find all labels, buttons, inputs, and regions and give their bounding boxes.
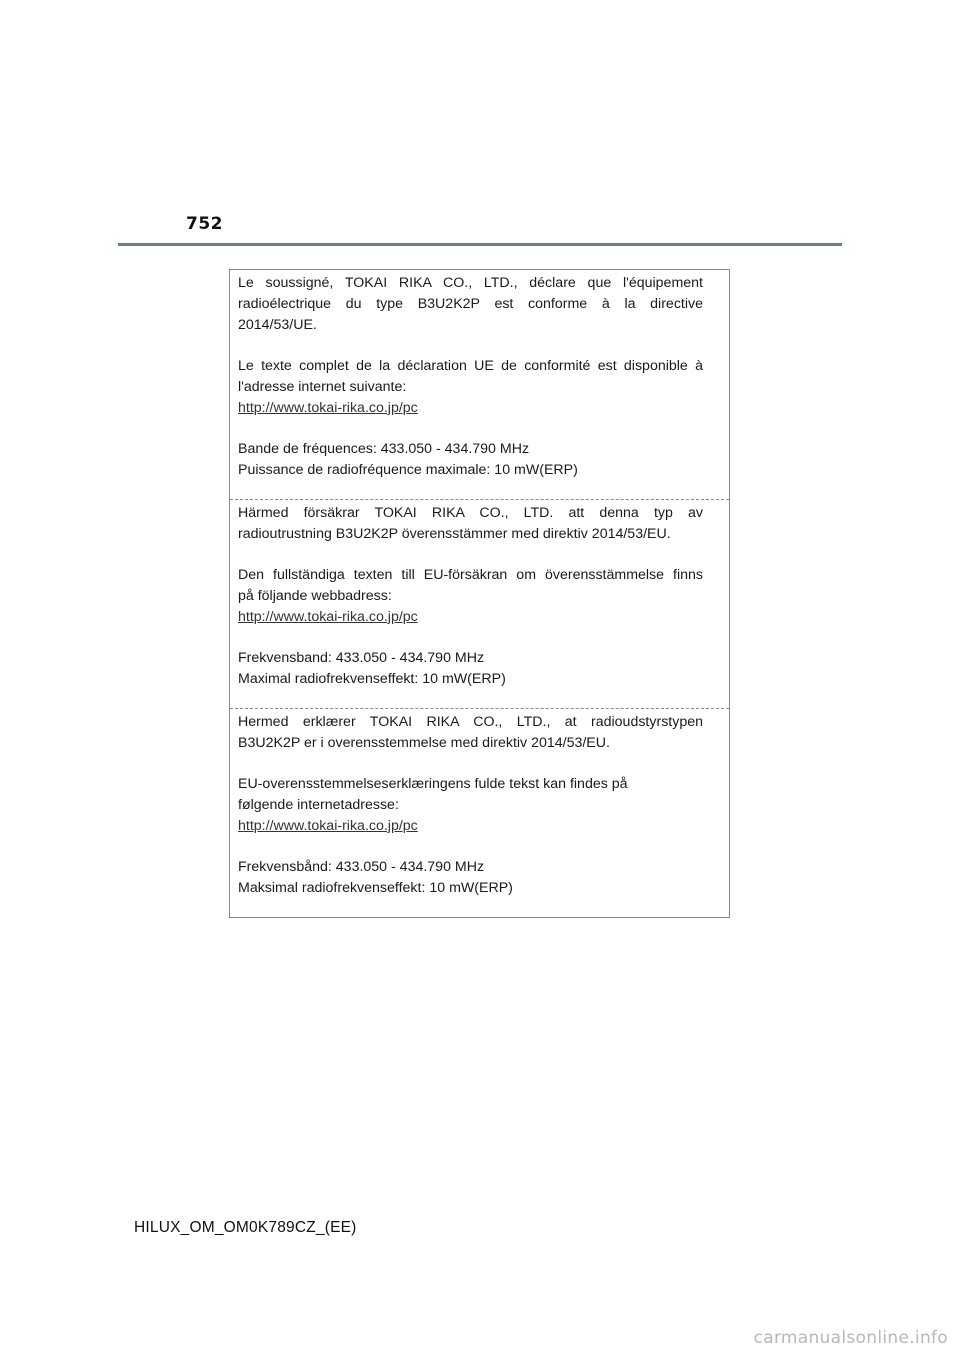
frequency-band: Bande de fréquences: 433.050 - 434.790 MHz [238,441,530,457]
declaration-section-danish [230,708,729,917]
text-line: radioutrustning B3U2K2P överensstämmer med direktiv 2014/53/EU. [238,526,671,542]
text-line: Le soussigné, TOKAI RIKA CO., LTD., déclare que l'équipement [238,275,703,291]
text-line: B3U2K2P er i overensstemmelse med direktiv 2014/53/EU. [238,735,610,751]
declaration-section-french [230,270,729,499]
declaration-section-swedish [230,499,729,708]
max-power: Maximal radiofrekvenseffekt: 10 mW(ERP) [238,671,506,687]
page-number: 752 [186,214,223,234]
text-line: l'adresse internet suivante: [238,379,407,395]
full-text-notice [238,565,703,628]
declaration-url-link[interactable]: http://www.tokai-rika.co.jp/pc [238,400,418,416]
text-line: på följande webbadress: [238,588,392,604]
declaration-statement [238,503,703,545]
declaration-url-link[interactable]: http://www.tokai-rika.co.jp/pc [238,818,418,834]
declaration-url-link[interactable]: http://www.tokai-rika.co.jp/pc [238,609,418,625]
frequency-band: Frekvensbånd: 433.050 - 434.790 MHz [238,859,485,875]
text-line: følgende internetadresse: [238,797,399,813]
text-line: radioélectrique du type B3U2K2P est conforme à la directive [238,296,703,312]
header-rule [118,243,842,246]
full-text-notice [238,356,703,419]
text-line: Den fullständiga texten till EU-försäkran om överensstämmelse finns [238,567,703,583]
declaration-box [229,269,730,918]
watermark: carmanualsonline.info [753,1328,948,1348]
frequency-info [238,439,703,481]
text-line: Härmed försäkrar TOKAI RIKA CO., LTD. att denna typ av [238,505,703,521]
max-power: Maksimal radiofrekvenseffekt: 10 mW(ERP) [238,880,513,896]
text-line: Le texte complet de la déclaration UE de conformité est disponible à [238,358,703,374]
text-line: 2014/53/UE. [238,317,317,333]
max-power: Puissance de radiofréquence maximale: 10 mW(ERP) [238,462,578,478]
full-text-notice [238,774,703,837]
frequency-band: Frekvensband: 433.050 - 434.790 MHz [238,650,485,666]
frequency-info [238,857,703,899]
declaration-statement [238,712,703,754]
text-line: EU-overensstemmelseserklæringens fulde tekst kan findes på [238,776,628,792]
frequency-info [238,648,703,690]
declaration-statement [238,273,703,336]
document-code-footer: HILUX_OM_OM0K789CZ_(EE) [134,1219,357,1236]
text-line: Hermed erklærer TOKAI RIKA CO., LTD., at radioudstyrstypen [238,714,703,730]
